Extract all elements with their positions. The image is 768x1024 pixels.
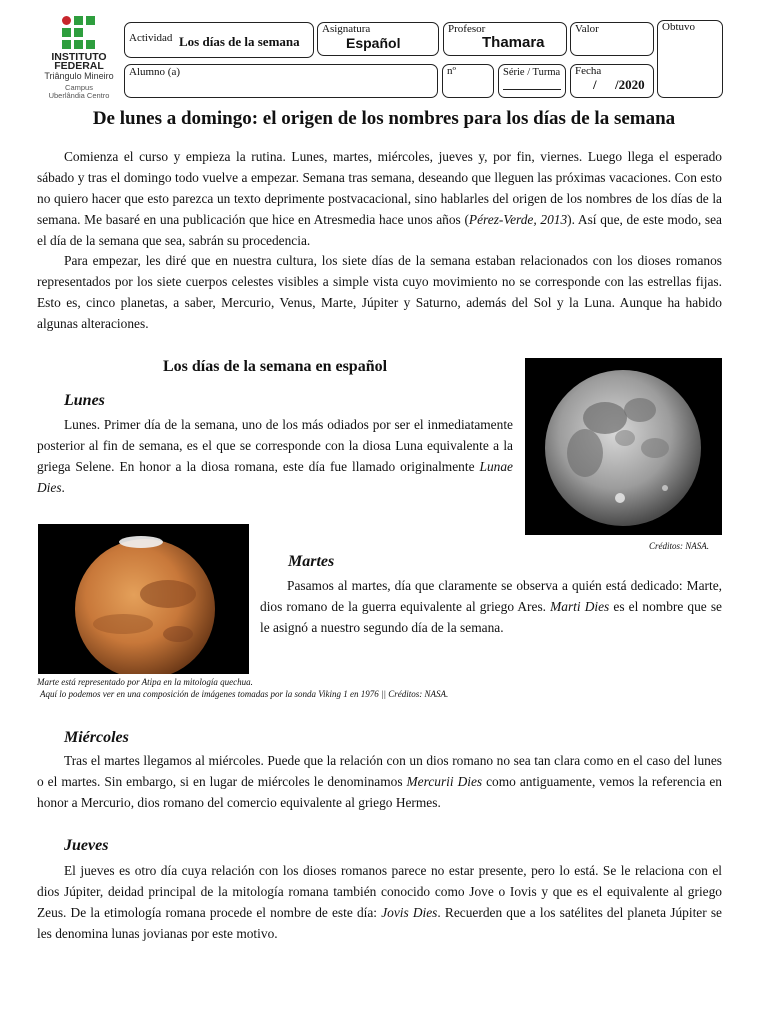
serie-turma-label: Série / Turma	[503, 67, 561, 78]
mars-image	[38, 524, 249, 674]
section-title: Los días de la semana en español	[163, 358, 388, 375]
jueves-paragraph: El jueves es otro día cuya relación con los dioses romanos parece no estar presente, pero lo está. Se le relaciona con el dios Júpiter, deidad principal de la mitología romana también conocido como Jove o Iovis y que es el equivalente al griego Zeus. De la etimología romana procede el nombre de este día: Jovis Dies. Recuerden que a los satélites del planeta Júpiter se les denomina lunas jovianas por este motivo.	[37, 863, 722, 941]
fecha-year: /2020	[615, 77, 645, 92]
obtuvo-field[interactable]	[657, 20, 723, 98]
miercoles-heading: Miércoles	[64, 729, 129, 746]
lunes-latin: Lunae Dies	[37, 459, 513, 495]
obtuvo-label: Obtuvo	[662, 21, 695, 33]
intro-paragraph-1: Comienza el curso y empieza la rutina. Lunes, martes, miércoles, jueves y, por fin, viernes. Luego llega el esperado sábado y tras el domingo todo vuelve a empezar. Semana tras semana, deseando que lleguen las próximas vacaciones. Con esto no quiero hacer que esto parezca un texto deprimente postvacacional, sino hablarles del origen de los nombres de los días de la semana. Me basaré en una publicación que hice en Atresmedia hace unos años (Pérez-Verde, 2013). Así que, de este modo, sea el día de la semana que sea, sabrán su procedencia.	[37, 149, 723, 248]
intro-paragraph-2: Para empezar, les diré que en nuestra cultura, los siete días de la semana estaban relacionados con los dioses romanos representados por los siete cuerpos celestes visibles a simple vista cuyo movimiento no se corresponde con las estrellas fijas. Esto es, cinco planetas, a saber, Mercurio, Venus, Marte, Júpiter y Saturno, además del Sol y la Luna. Aunque ha habido algunas alteraciones.	[37, 253, 722, 331]
alumno-field[interactable]	[124, 64, 438, 98]
logo-text-instituto: INSTITUTO	[51, 51, 107, 63]
logo-mark-icon	[62, 16, 96, 50]
mars-caption-line-1: Marte está representado por Atipa en la mitología quechua.	[37, 677, 253, 687]
lunes-heading: Lunes	[64, 392, 105, 409]
numero-field[interactable]	[442, 64, 494, 98]
asignatura-label: Asignatura	[322, 23, 371, 35]
fecha-slash: /	[593, 77, 597, 92]
lunes-paragraph: Lunes. Primer día de la semana, uno de los más odiados por ser el inmediatamente posterior al fin de semana, es el que se corresponde con la diosa Luna equivalente a la griega Selene. En honor a la diosa romana, este día fue llamado originalmente Lunae Dies.	[37, 417, 513, 495]
jueves-heading: Jueves	[64, 837, 109, 854]
profesor-field[interactable]	[443, 22, 567, 56]
asignatura-field[interactable]	[317, 22, 439, 56]
actividad-value: Los días de la semana	[179, 34, 300, 49]
miercoles-latin: Mercurii Dies	[406, 774, 483, 789]
martes-latin: Marti Dies	[550, 599, 610, 614]
moon-image	[525, 358, 722, 535]
moon-caption: Créditos: NASA.	[649, 541, 709, 551]
martes-paragraph: Pasamos al martes, día que claramente se observa a quién está dedicado: Marte, dios romano de la guerra equivalente al griego Ares. Marti Dies es el nombre que se le asignó a nuestro segundo día de la semana.	[260, 578, 722, 635]
fecha-field[interactable]	[570, 64, 654, 98]
valor-label: Valor	[575, 23, 599, 35]
fecha-label: Fecha	[575, 65, 602, 77]
logo-text-campus-name: Uberlândia Centro	[48, 91, 110, 100]
page-title: De lunes a domingo: el origen de los nombres para los días de la semana	[92, 108, 676, 129]
valor-field[interactable]	[570, 22, 654, 56]
profesor-label: Profesor	[448, 23, 486, 35]
citation: Pérez-Verde, 2013	[468, 212, 568, 227]
miercoles-paragraph: Tras el martes llegamos al miércoles. Puede que la relación con un dios romano no sea tan clara como en el caso del lunes o el martes. Sin embargo, si en lugar de miércoles le denominamos Mercurii Dies como antiguamente, vemos la referencia en honor a Mercurio, dios romano del comercio equivalente al griego Hermes.	[37, 753, 723, 810]
asignatura-value: Español	[346, 35, 401, 51]
serie-turma-field[interactable]	[498, 64, 566, 98]
profesor-value: Thamara	[482, 34, 545, 51]
actividad-label: Actividad	[129, 32, 173, 44]
logo-text-region: Triângulo Mineiro	[44, 71, 114, 81]
actividad-field[interactable]	[124, 22, 314, 58]
mars-caption-line-2: Aquí lo podemos ver en una composición de imágenes tomadas por la sonda Viking 1 en 1976 || Créditos: NASA.	[40, 689, 449, 699]
martes-heading: Martes	[288, 553, 335, 570]
logo-text-federal: FEDERAL	[54, 60, 104, 72]
logo-text-campus: Campus	[65, 83, 93, 92]
jueves-latin: Jovis Dies	[381, 905, 438, 920]
numero-label: nº	[447, 65, 456, 77]
institution-logo	[36, 14, 122, 100]
alumno-label: Alumno (a)	[129, 66, 181, 78]
